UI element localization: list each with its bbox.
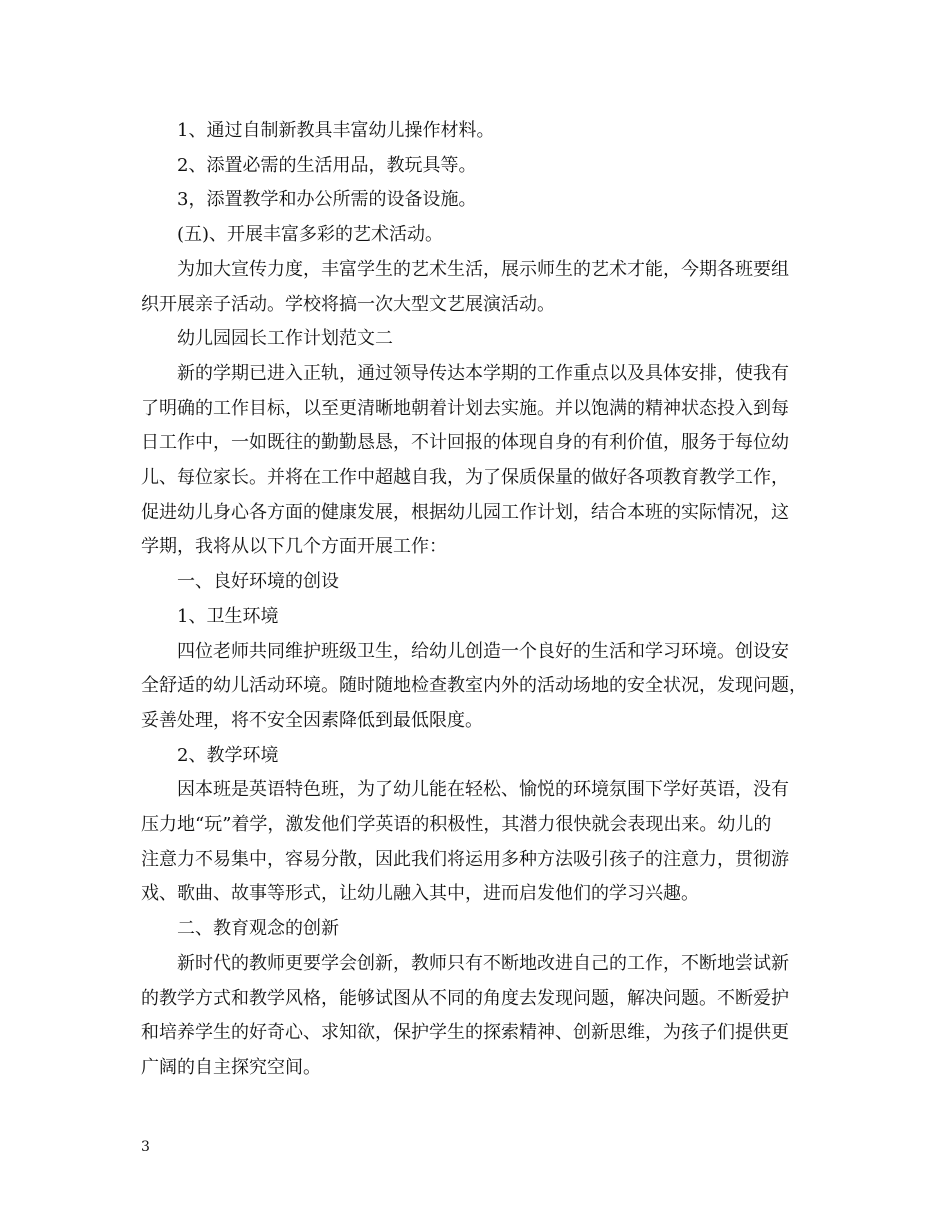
text-line: 二、教育观念的创新 [177,918,339,940]
text-line: 新时代的教师更要学会创新，教师只有不断地改进自己的工作，不断地尝试新 [177,952,789,974]
paragraph-hygiene [141,635,831,739]
text-line: 戏、歌曲、故事等形式，让幼儿融入其中，进而启发他们的学习兴趣。 [141,883,699,905]
paragraph-arts [141,253,831,322]
text-line: 广阔的自主探究空间。 [141,1056,321,1078]
text-line: 一、良好环境的创设 [177,571,339,593]
text-line: 织开展亲子活动。学校将搞一次大型文艺展演活动。 [141,293,555,315]
text-line: 学期，我将从以下几个方面开展工作： [141,536,447,558]
text-line: 因本班是英语特色班，为了幼儿能在轻松、愉悦的环境氛围下学好英语，没有 [177,779,789,801]
text-line: 和培养学生的好奇心、求知欲，保护学生的探索精神、创新思维，为孩子们提供更 [141,1022,789,1044]
text-line: 注意力不易集中，容易分散，因此我们将运用多种方法吸引孩子的注意力，贯彻游 [141,848,789,870]
text-line: 2、添置必需的生活用品，教玩具等。 [177,154,477,176]
text-line: (五)、开展丰富多彩的艺术活动。 [177,224,444,246]
section-heading-arts [141,218,831,253]
text-line: 四位老师共同维护班级卫生，给幼儿创造一个良好的生活和学习环境。创设安 [177,640,789,662]
list-item-3 [141,183,831,218]
subheading-teaching [141,739,831,774]
subheading-hygiene [141,600,831,635]
text-line: 的教学方式和教学风格，能够试图从不同的角度去发现问题，解决问题。不断爱护 [141,987,789,1009]
text-line: 1、卫生环境 [177,605,279,627]
list-item-2 [141,149,831,184]
text-line: 妥善处理，将不安全因素降低到最低限度。 [141,709,483,731]
text-line: 日工作中，一如既往的勤勤恳恳，不计回报的体现自身的有利价值，服务于每位幼 [141,432,789,454]
article-title [141,322,831,357]
text-line: 全舒适的幼儿活动环境。随时随地检查教室内外的活动场地的安全状况，发现问题， [141,675,807,697]
document-body [141,114,831,1086]
text-line: 儿、每位家长。并将在工作中超越自我，为了保质保量的做好各项教育教学工作， [141,467,789,489]
text-line: 3，添置教学和办公所需的设备设施。 [177,189,477,211]
text-line: 新的学期已进入正轨，通过领导传达本学期的工作重点以及具体安排，使我有 [177,362,789,384]
text-line: 1、通过自制新教具丰富幼儿操作材料。 [177,120,495,141]
section-heading-environment [141,565,831,600]
section-heading-innovation [141,912,831,947]
page-number: 3 [141,1139,150,1155]
text-line: 为加大宣传力度，丰富学生的艺术生活，展示师生的艺术才能，今期各班要组 [177,258,789,280]
paragraph-intro [141,357,831,565]
list-item-1 [141,114,831,149]
paragraph-teaching [141,773,831,912]
text-line: 压力地“玩”着学，激发他们学英语的积极性，其潜力很快就会表现出来。幼儿的 [141,814,772,836]
text-line: 2、教学环境 [177,744,279,766]
text-line: 促进幼儿身心各方面的健康发展，根据幼儿园工作计划，结合本班的实际情况，这 [141,501,789,523]
text-line: 了明确的工作目标，以至更清晰地朝着计划去实施。并以饱满的精神状态投入到每 [141,397,789,419]
text-line: 幼儿园园长工作计划范文二 [177,328,393,350]
paragraph-innovation [141,947,831,1086]
